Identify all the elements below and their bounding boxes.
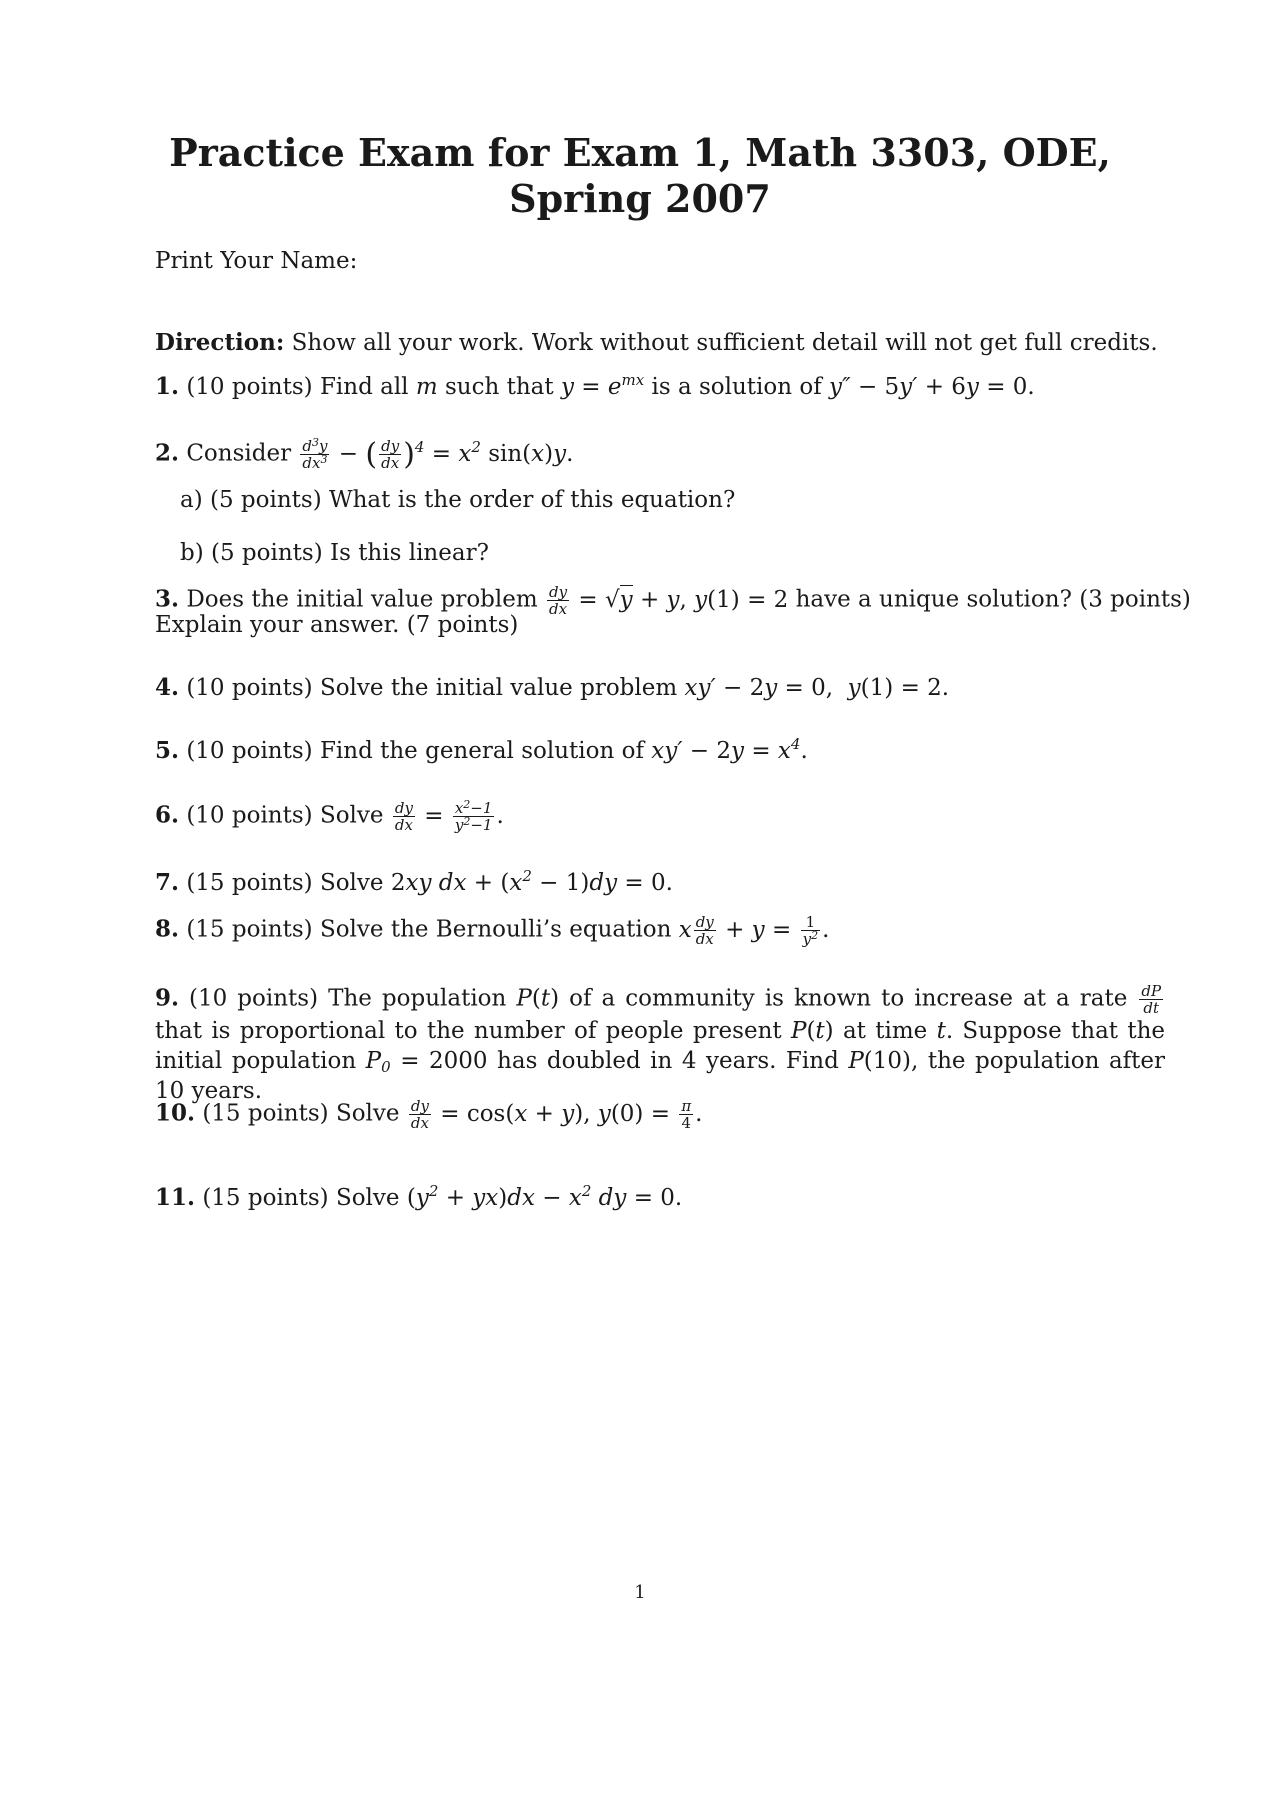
problem-1 — [155, 372, 1035, 402]
problem-text: Solve the Bernoulli’s equation — [319, 916, 672, 943]
math-expr: $xy' - 2y = x^4$. — [651, 735, 808, 764]
math-expr: y″ − 5y′ + 6y = 0. — [829, 374, 1035, 400]
problem-points: (10 points) — [186, 675, 313, 701]
direction-label: Direction: — [155, 329, 285, 356]
math-expr: $\frac{dy}{dx}$ = √y + y, y(1) = 2 — [549, 583, 789, 618]
problem-points: (15 points) — [186, 916, 313, 943]
problem-text: , the population after 10 years. — [155, 1048, 1166, 1104]
direction — [155, 328, 1158, 358]
problem-points: (10 points) — [186, 802, 313, 829]
problem-text: Solve — [319, 802, 384, 829]
problem-text: that — [155, 1018, 203, 1044]
problem-7 — [155, 868, 673, 898]
math-expr: P(t) — [790, 1018, 834, 1044]
problem-text: is proportional to the number of people present — [211, 1018, 782, 1044]
problem-3-explain: Explain your answer. (7 points) — [155, 612, 519, 638]
problem-text: Solve the initial value problem — [319, 675, 678, 701]
problem-number: 11. — [155, 1184, 196, 1211]
problem-text: Solve — [335, 1100, 400, 1127]
problem-points: (10 points) — [186, 738, 313, 764]
problem-points: (15 points) — [202, 1185, 329, 1211]
problem-number: 5. — [155, 737, 180, 764]
math-expr: m — [415, 374, 438, 400]
problem-text: at time — [842, 1018, 928, 1044]
math-expr: xy′ − 2y = 0, y(1) = 2. — [684, 675, 950, 701]
math-expr: 2xy dx + $(x^2 - 1)dy = 0$. — [390, 867, 673, 896]
math-expr: $y = e^{mx}$ — [560, 371, 645, 400]
problem-2 — [155, 438, 573, 471]
problem-number: 3. — [155, 585, 180, 613]
problem-number: 8. — [155, 915, 180, 943]
problem-points: (15 points) — [186, 870, 313, 896]
problem-number: 6. — [155, 801, 180, 829]
problem-text: such that — [444, 374, 554, 400]
problem-4 — [155, 673, 949, 703]
problem-11 — [155, 1183, 682, 1213]
math-expr: x $\frac{dy}{dx}$ + y = $\frac{1}{y^2}$ . — [678, 913, 830, 948]
math-expr: t — [936, 1018, 946, 1044]
problem-text: . Suppose that the initial — [155, 1018, 1165, 1074]
math-expr: $\frac{dP}{dt}$ — [1141, 982, 1162, 1017]
problem-text: = 2000 has doubled in 4 years. Find — [400, 1048, 839, 1074]
problem-number: 4. — [155, 674, 180, 701]
problem-number: 2. — [155, 439, 180, 467]
problem-points: (10 points) — [189, 985, 319, 1012]
problem-points: (15 points) — [202, 1100, 329, 1127]
problem-number: 10. — [155, 1099, 196, 1127]
problem-number: 1. — [155, 373, 180, 400]
problem-6 — [155, 800, 504, 833]
math-expr: $\frac{d^3y}{dx^3}$ − ( $\frac{dy}{dx}$ )$^4 = x^2$ sin(x)y. — [302, 436, 574, 472]
name-label: Print Your Name: — [155, 248, 358, 274]
math-expr: P(10) — [848, 1048, 912, 1074]
problem-text: Solve — [319, 870, 384, 896]
problem-points: (10 points) — [186, 374, 313, 400]
problem-text: Does the initial value problem — [186, 586, 538, 613]
problem-10 — [155, 1098, 702, 1131]
problem-8 — [155, 914, 829, 947]
math-expr: P(t) — [516, 985, 560, 1012]
direction-text: Show all your work. Work without sufficient detail will not get full credits. — [291, 330, 1158, 356]
problem-text: Find all — [319, 374, 409, 400]
problem-text: Solve — [335, 1185, 400, 1211]
math-expr: $P_0$ — [365, 1048, 391, 1076]
problem-2a: a) (5 points) What is the order of this equation? — [180, 487, 736, 513]
problem-text: of a community is known to increase at a rate — [569, 985, 1128, 1012]
math-expr: $(y^2 + yx)dx - x^2$ dy = 0. — [406, 1182, 683, 1211]
page-number: 1 — [634, 1582, 646, 1603]
problem-text: is a solution of — [651, 374, 822, 400]
problem-text: have a unique solution? (3 points) — [795, 586, 1191, 613]
problem-text: Find the general solution of — [319, 738, 644, 764]
problem-number: 7. — [155, 869, 180, 896]
problem-number: 9. — [155, 984, 180, 1012]
problem-2b: b) (5 points) Is this linear? — [180, 540, 489, 566]
math-expr: $\frac{dy}{dx}$ = cos(x + y), y(0) = $\frac{\pi}{4}$ . — [410, 1097, 703, 1132]
problem-5 — [155, 736, 808, 766]
problem-9 — [155, 983, 1165, 1106]
math-expr: $\frac{dy}{dx}$ = $\frac{x^2-1}{y^2-1}$ . — [394, 798, 504, 834]
problem-text: Consider — [186, 440, 292, 467]
page-title: Practice Exam for Exam 1, Math 3303, ODE, Spring 2007 — [169, 130, 1111, 221]
problem-text: population — [231, 1048, 357, 1074]
problem-text: The population — [328, 985, 507, 1012]
